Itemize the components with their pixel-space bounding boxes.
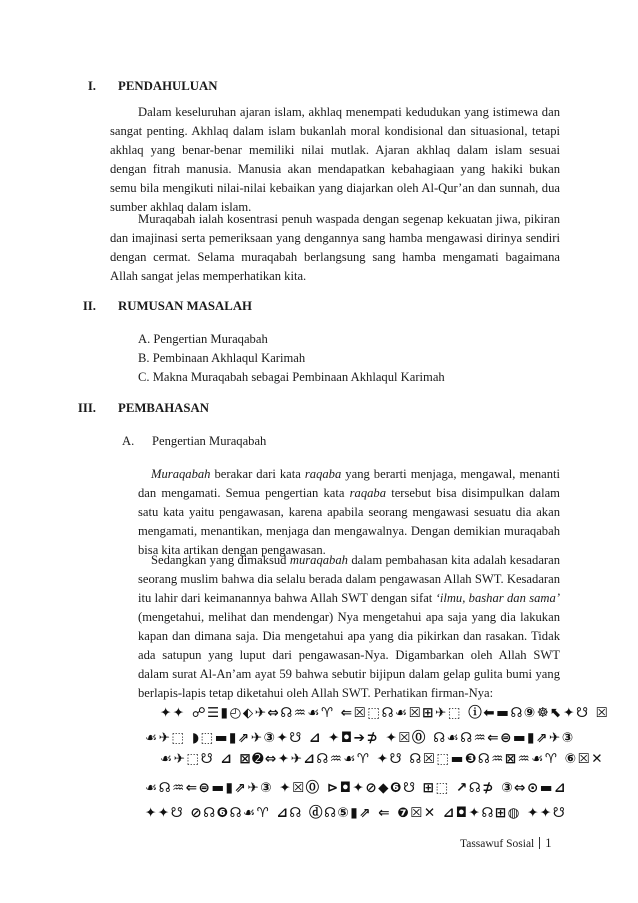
footer-divider — [539, 837, 540, 849]
list-item: C. Makna Muraqabah sebagai Pembinaan Akhlaqul Karimah — [138, 370, 445, 384]
verse-line: ✦✦ ☍☰▮◴⬖✈⇔☊♒☙♈ ⇐☒⬚☊☙☒⊞✈⬚ ⓘ⬅▬☊⑨☸⬉✦☋ ☒ — [160, 705, 610, 721]
verse-line: ☙✈⬚ ◗⬚▬▮⇗✈③✦☋ ⊿ ✦◘➔⊅ ✦☒⓪ ☊☙☊♒⇐⊜▬▮⇗✈③ — [145, 730, 575, 746]
paragraph — [138, 551, 560, 703]
list-item: B. Pembinaan Akhlaqul Karimah — [138, 351, 306, 365]
paragraph-text: berakar dari kata — [210, 467, 305, 481]
paragraph — [138, 465, 560, 560]
paragraph: Muraqabah ialah kosentrasi penuh waspada dengan segenap kekuatan jiwa, pikiran dan imajinasi serta pemeriksaan yang dengannya sang hamba mengawasi dirinya sendiri dengan cermat. Selama muraqabah berlangsung sang hamba mengamati bagaimana Allah sangat jelas memperhatikan kita. — [110, 212, 560, 283]
paragraph-text: tersebut bisa disimpulkan dalam satu kata yaitu pengawasan, karena apabila seorang mengawasi sesuatu dia akan mengamati, menantikan, menjaga dan mengawalnya. Dengan demikian muraqabah bisa kita artikan dengan pengawasan. — [138, 486, 560, 557]
verse-line: ☙☊♒⇐⊜▬▮⇗✈③ ✦☒⓪ ⊳◘✦⊘◆❻☋ ⊞⬚ ↗☊⊅ ③⇔⊙▬⊿ — [145, 780, 567, 796]
subsection-title: Pengertian Muraqabah — [152, 434, 267, 448]
section-heading: PEMBAHASAN — [118, 401, 210, 415]
term: raqaba — [349, 486, 387, 500]
footer-label: Tassawuf Sosial — [460, 838, 535, 850]
section-heading: RUMUSAN MASALAH — [118, 299, 253, 313]
term: muraqabah — [289, 553, 348, 567]
term: raqaba — [304, 467, 342, 481]
section-heading: PENDAHULUAN — [118, 79, 218, 93]
section-number: III. — [77, 401, 96, 415]
term: ‘ilmu, bashar dan sama’ — [435, 591, 561, 605]
section-number: II. — [82, 299, 96, 313]
paragraph-text: Sedangkan yang dimaksud — [151, 553, 290, 567]
term: Muraqabah — [151, 467, 211, 481]
subsection-letter: A. — [122, 434, 135, 448]
paragraph-text: dalam pembahasan kita adalah kesadaran seorang muslim bahwa dia selalu berada dalam pengawasan Allah SWT. Kesadaran itu lahir dari keimanannya bahwa Allah SWT dengan sifat — [138, 553, 560, 605]
verse-line: ☙✈⬚☋ ⊿ ⊠➋⇔✦✈⊿☊♒☙♈ ✦☋ ☊☒⬚▬❸☊♒⊠♒☙♈ ⑥☒✕ — [160, 751, 605, 767]
page-footer — [460, 836, 552, 851]
section-number: I. — [87, 79, 96, 93]
list-item: A. Pengertian Muraqabah — [138, 332, 268, 346]
paragraph: Dalam keseluruhan ajaran islam, akhlaq menempati kedudukan yang istimewa dan sangat penting. Akhlaq dalam islam bukanlah moral kondisional dan situasional, tetapi akhlaq yang benar-benar memiliki nilai mutlak. Ajaran akhlaq dalam islam sesuai dengan fitrah manusia. Manusia akan mendapatkan kebahagiaan yang hakiki bukan semu bila mengikuti nilai-nilai kebaikan yang diajarkan oleh Al-Qur’an dan sunnah, dua sumber akhlaq dalam islam. — [110, 105, 560, 214]
verse-line: ✦✦☋ ⊘☊❻☊☙♈ ⊿☊ ⓓ☊⑤▮⇗ ⇐ ❼☒✕ ⊿◘✦☊⊞◍ ✦✦☋ — [145, 805, 567, 821]
paragraph-text: (mengetahui, melihat dan mendengar) Nya mengetahui apa saja yang dia lakukan kapan dan dimana saja. Dia mengetahui apa yang dia pikirkan dan rasakan. Tidak ada satupun yang luput dari pengawasan-Nya. Digambarkan oleh Allah SWT dalam surat Al-An’am ayat 59 bahwa sebutir bijipun dalam gelap gulita bumi yang berlapis-lapis tetap diketahui oleh Allah SWT. Perhatikan firman-Nya: — [138, 610, 560, 700]
page-number: 1 — [545, 836, 552, 850]
paragraph-text: yang berarti menjaga, mengawal, menanti dan mengamati. Semua pengertian kata — [138, 467, 561, 500]
